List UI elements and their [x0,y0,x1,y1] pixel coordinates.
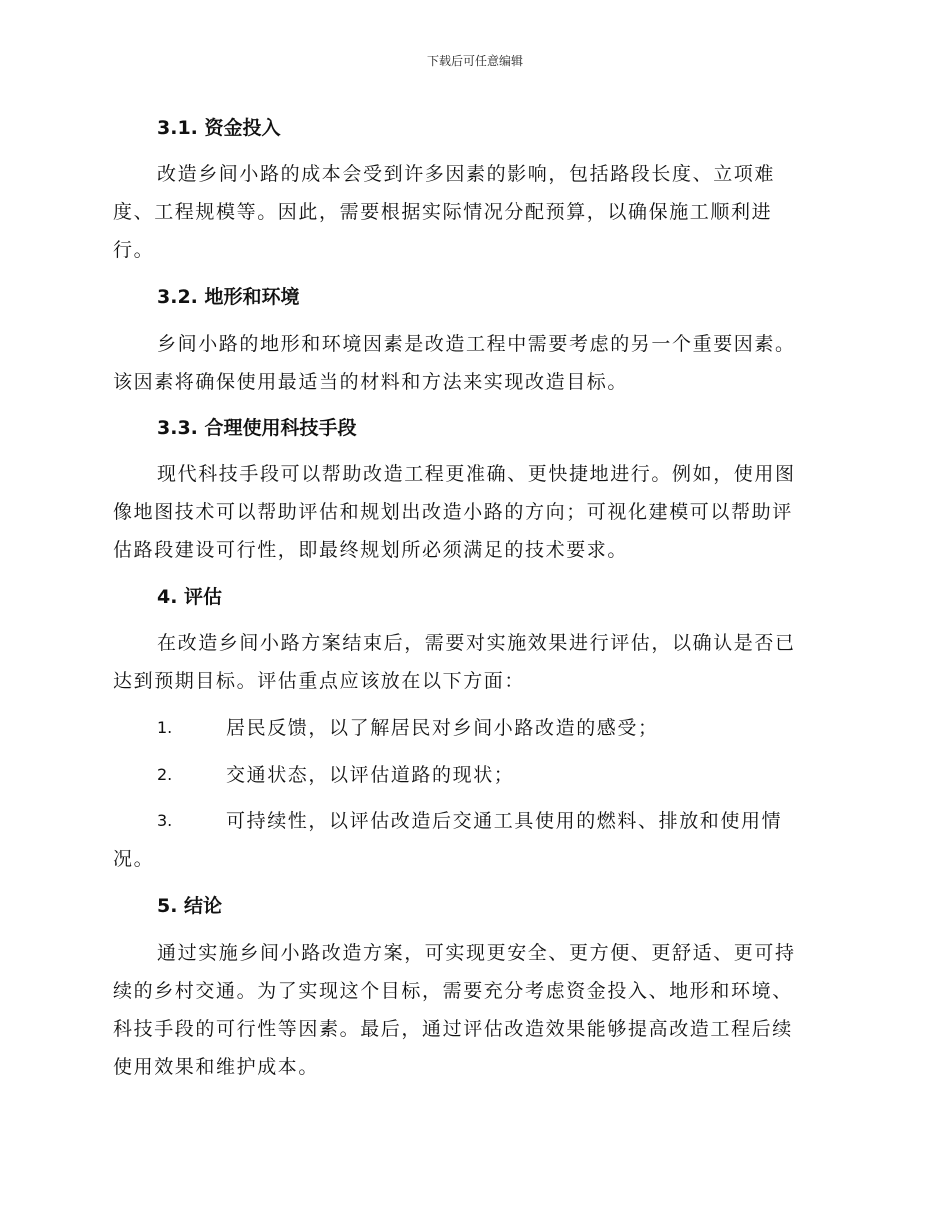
paragraph-line: 达到预期目标。评估重点应该放在以下方面： [113,670,526,692]
list-item-text: 居民反馈，以了解居民对乡间小路改造的感受； [226,717,659,739]
paragraph-line: 估路段建设可行性，即最终规划所必须满足的技术要求。 [113,539,629,561]
paragraph-line: 科技手段的可行性等因素。最后，通过评估改造效果能够提高改造工程后续 [113,1018,793,1040]
paragraph-line: 现代科技手段可以帮助改造工程更准确、更快捷地进行。例如，使用图 [157,463,796,485]
list-item-number: 3. [157,811,173,830]
paragraph-line: 乡间小路的地形和环境因素是改造工程中需要考虑的另一个重要因素。 [157,333,796,355]
paragraph-line: 续的乡村交通。为了实现这个目标，需要充分考虑资金投入、地形和环境、 [113,980,793,1002]
section-3-1-title: 3.1. 资金投入 [157,117,281,139]
list-item-number: 2. [157,765,173,784]
paragraph-line: 度、工程规模等。因此，需要根据实际情况分配预算，以确保施工顺利进 [113,201,773,223]
paragraph-line: 像地图技术可以帮助评估和规划出改造小路的方向；可视化建模可以帮助评 [113,501,793,523]
section-3-3-title: 3.3. 合理使用科技手段 [157,417,357,439]
paragraph-line: 该因素将确保使用最适当的材料和方法来实现改造目标。 [113,371,629,393]
section-5-title: 5. 结论 [157,895,223,917]
paragraph-line: 使用效果和维护成本。 [113,1056,320,1078]
paragraph-line: 在改造乡间小路方案结束后，需要对实施效果进行评估，以确认是否已 [157,632,796,654]
list-item-continuation: 况。 [113,848,155,870]
section-3-2-title: 3.2. 地形和环境 [157,286,300,308]
list-item-text: 可持续性，以评估改造后交通工具使用的燃料、排放和使用情 [226,810,783,832]
list-item-text: 交通状态，以评估道路的现状； [226,764,515,786]
section-4-title: 4. 评估 [157,586,223,608]
paragraph-line: 通过实施乡间小路改造方案，可实现更安全、更方便、更舒适、更可持 [157,942,796,964]
paragraph-line: 行。 [113,239,155,261]
list-item-number: 1. [157,718,173,737]
paragraph-line: 改造乡间小路的成本会受到许多因素的影响，包括路段长度、立项难 [157,163,776,185]
page-header: 下载后可任意编辑 [426,54,523,68]
